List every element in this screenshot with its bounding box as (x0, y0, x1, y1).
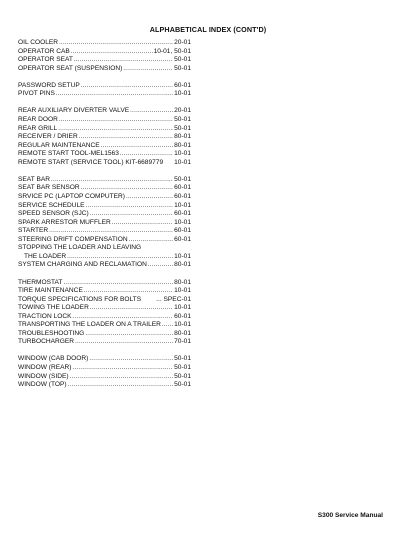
index-entry (18, 159, 191, 168)
dot-leader (130, 107, 173, 116)
index-entry (18, 227, 191, 236)
index-entry-page: ... SPEC-01 (156, 295, 191, 303)
index-entry-name: OIL COOLER (18, 39, 59, 46)
dot-leader (49, 227, 173, 236)
index-entry-page: 50-01 (174, 175, 191, 183)
index-entry-name: REAR GRILL (18, 124, 58, 132)
dot-leader (85, 330, 173, 339)
index-entry-page: 10-01 (174, 201, 191, 209)
dot-leader (129, 236, 173, 245)
index-entry-name: OPERATOR CAB (18, 47, 70, 55)
group-spacer (18, 167, 191, 176)
dot-leader (81, 82, 173, 91)
index-entry (18, 304, 191, 313)
index-entry-page: 80-01 (174, 278, 191, 286)
group-spacer (18, 99, 191, 108)
index-entry (18, 355, 191, 364)
index-entry-name: TRANSPORTING THE LOADER ON A TRAILER (18, 321, 161, 329)
index-entry-page: 10-01 (174, 158, 191, 166)
index-entry-page: 20-01 (174, 39, 191, 46)
index-entry-page: 60-01 (174, 227, 191, 235)
dot-leader (58, 125, 173, 134)
index-entry-page: 50-01 (174, 124, 191, 132)
index-entry (18, 287, 191, 296)
dot-leader (63, 279, 173, 288)
index-entry (18, 39, 191, 48)
index-entry-name: TURBOCHARGER (18, 338, 75, 346)
index-entry (18, 253, 191, 262)
dot-leader (73, 313, 174, 322)
index-entry (18, 338, 191, 347)
index-entry-name: REMOTE START TOOL-MEL1563 (18, 150, 119, 158)
index-entry-page: 50-01 (174, 364, 191, 372)
index-entry (18, 261, 191, 270)
alphabetical-index (18, 39, 191, 390)
index-entry (18, 56, 191, 65)
dot-leader (89, 355, 173, 364)
index-entry-name: REGULAR MAINTENANCE (18, 141, 100, 149)
index-entry-name: SPEED SENSOR (SJC) (18, 210, 89, 218)
index-entry (18, 313, 191, 322)
index-entry-page: 50-01 (174, 372, 191, 380)
index-entry (18, 244, 191, 253)
index-entry-name: OPERATOR SEAT (18, 56, 73, 64)
index-entry-name: WINDOW (REAR) (18, 364, 72, 372)
index-entry-name: STEERING DRIFT COMPENSATION (18, 235, 128, 243)
index-entry-name: TROUBLESHOOTING (18, 329, 85, 337)
index-entry-name: SEAT BAR SENSOR (18, 184, 80, 192)
index-entry-page: 20-01 (174, 107, 191, 115)
index-entry (18, 236, 191, 245)
dot-leader (68, 381, 174, 390)
dot-leader (71, 48, 153, 57)
index-entry-page: 50-01 (174, 116, 191, 124)
index-entry (18, 150, 191, 159)
index-entry (18, 364, 191, 373)
index-entry-page: 60-01 (174, 312, 191, 320)
dot-leader (112, 219, 173, 228)
index-entry-name: SERVICE SCHEDULE (18, 201, 85, 209)
index-entry-name: TRACTION LOCK (18, 312, 72, 320)
group-spacer (18, 347, 191, 356)
page-title: ALPHABETICAL INDEX (CONT'D) (149, 25, 267, 34)
index-entry-name: SYSTEM CHARGING AND RECLAMATION (18, 261, 147, 269)
index-entry-name: REAR DOOR (18, 116, 58, 124)
index-entry (18, 142, 191, 151)
index-entry-page: 60-01 (174, 235, 191, 243)
index-entry-name: WINDOW (CAB DOOR) (18, 355, 89, 363)
index-entry-page: 10-01 (174, 287, 191, 295)
index-entry-page: 10-01 (174, 218, 191, 226)
dot-leader (59, 39, 173, 48)
index-entry (18, 90, 191, 99)
index-entry (18, 202, 191, 211)
group-spacer (18, 270, 191, 279)
index-entry-page: 10-01 (174, 304, 191, 312)
index-entry-name: STOPPING THE LOADER AND LEAVING (18, 244, 142, 252)
index-entry (18, 125, 191, 134)
index-entry-name: TIRE MAINTENANCE (18, 287, 83, 295)
dot-leader (79, 133, 173, 142)
dot-leader (59, 116, 173, 125)
index-entry-name: REMOTE START (SERVICE TOOL) KIT-6689779 (18, 158, 164, 166)
dot-leader (86, 202, 174, 211)
index-entry-page: 80-01 (174, 261, 191, 269)
dot-leader (123, 65, 173, 74)
index-entry-page: 10-01 (174, 321, 191, 329)
dot-leader (51, 176, 173, 185)
index-entry-name: SRVICE PC (LAPTOP COMPUTER) (18, 192, 125, 200)
index-entry-name: WINDOW (SIDE) (18, 372, 69, 380)
dot-leader (72, 364, 173, 373)
dot-leader (101, 142, 173, 151)
index-entry-name: PIVOT PINS (18, 90, 55, 98)
index-entry-page: 50-01 (174, 64, 191, 72)
index-entry (18, 116, 191, 125)
index-entry (18, 184, 191, 193)
dot-leader (162, 321, 173, 330)
index-entry (18, 296, 191, 305)
index-entry-name: REAR AUXILIARY DIVERTER VALVE (18, 107, 130, 115)
index-entry-page: 60-01 (174, 81, 191, 89)
index-entry-page: 60-01 (174, 184, 191, 192)
index-entry (18, 279, 191, 288)
index-entry-name: RECEIVER / DRIER (18, 133, 78, 141)
index-entry-page: 10-01 (174, 150, 191, 158)
index-entry-page: 50-01 (174, 56, 191, 64)
index-entry-name: SPARK ARRESTOR MUFFLER (18, 218, 111, 226)
dot-leader (70, 373, 174, 382)
index-entry-name: THE LOADER (24, 252, 67, 260)
index-entry-page: 50-01 (174, 381, 191, 389)
dot-leader (120, 150, 173, 159)
dot-leader (84, 287, 173, 296)
index-entry (18, 193, 191, 202)
dot-leader (90, 210, 173, 219)
index-entry-name: TOWING THE LOADER (18, 304, 89, 312)
index-entry-page: 80-01 (174, 329, 191, 337)
dot-leader (126, 193, 173, 202)
index-entry-name: THERMOSTAT (18, 278, 63, 286)
index-entry (18, 330, 191, 339)
dot-leader (56, 90, 173, 99)
index-entry (18, 219, 191, 228)
index-entry-page: 10-01, 50-01 (153, 47, 191, 55)
index-entry-page: 60-01 (174, 210, 191, 218)
index-entry (18, 210, 191, 219)
group-spacer (18, 73, 191, 82)
dot-leader (75, 338, 173, 347)
index-entry-page: 80-01 (174, 141, 191, 149)
index-entry (18, 65, 191, 74)
index-entry-page: 10-01 (174, 252, 191, 260)
index-entry-page: 10-01 (174, 90, 191, 98)
index-entry (18, 373, 191, 382)
index-entry-name: OPERATOR SEAT (SUSPENSION) (18, 64, 123, 72)
dot-leader (67, 253, 173, 262)
index-entry (18, 321, 191, 330)
index-entry (18, 133, 191, 142)
index-entry-page: 70-01 (174, 338, 191, 346)
index-entry-name: TORQUE SPECIFICATIONS FOR BOLTS (18, 295, 142, 303)
index-entry-page: 50-01 (174, 355, 191, 363)
dot-leader (148, 261, 173, 270)
index-entry (18, 176, 191, 185)
index-entry-page: 80-01 (174, 133, 191, 141)
dot-leader (81, 184, 173, 193)
index-entry-page: 60-01 (174, 192, 191, 200)
dot-leader (74, 56, 173, 65)
footer-manual-name: S300 Service Manual (317, 512, 383, 519)
dot-leader (90, 304, 173, 313)
index-entry-name: PASSWORD SETUP (18, 81, 80, 89)
index-entry (18, 48, 191, 57)
index-entry (18, 82, 191, 91)
index-entry-name: STARTER (18, 227, 49, 235)
index-entry-name: WINDOW (TOP) (18, 381, 67, 389)
index-entry (18, 107, 191, 116)
index-entry-name: SEAT BAR (18, 175, 51, 183)
index-entry (18, 381, 191, 390)
